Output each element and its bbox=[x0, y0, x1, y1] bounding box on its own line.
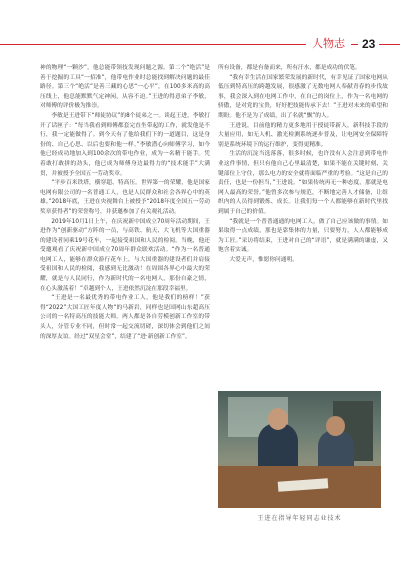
article-photo bbox=[218, 391, 381, 508]
page-number: 23 bbox=[358, 35, 379, 53]
photo-head-left bbox=[268, 408, 288, 430]
left-column bbox=[40, 64, 210, 548]
paragraph: 2019年10月1日上午，在庆祝新中国成立70周年活动期间，王进作为“创新驱动”方阵的一员，与高铁、航天、大飞机等大国重器的建设者同乘19号花车，一起接受祖国和人民的检阅。当晚，他还受邀观看了庆祝新中国成立70周年群众联欢活动。“作为一名普通电网工人，能够在群众游行花车上，与大国重器的建设者们并肩接受祖国和人民的检阅，我感到无比激动！在周围各界心中最大的荣耀，就是与人民同行，作为新时代的一名电网人，那份自豪之情，在心头激荡着！”卓越到个人，王进依然沉淀在那段幸福里。 bbox=[40, 218, 210, 292]
right-column bbox=[218, 64, 388, 364]
paragraph: 大爱无声，惟愿你问通明。 bbox=[229, 256, 298, 263]
page-header bbox=[0, 0, 400, 70]
paragraph: 生活的沉淀当选落落，很多时候，也许没有人会注意到带电作业这件事情，但只有他自己心里最清楚，如果不能在关键时刻、关键部位上守住，那么电力的安全就将面临严重的考验。“这是自己的责任，也是一份担当，”王进说。“如果传统再无一种态度，那就是电网人最高的荣誉。”他曾多次参与规范，不断地完善人才储备，让组织内的人员得到锻炼、成长。让我们每一个人都能够在新时代里找到属于自己的价值。 bbox=[218, 151, 388, 215]
paragraph: 所有设备，都是有备而来，所有汗水，都是成功的伏笔。 bbox=[218, 65, 361, 71]
paragraph: 神的物理“一颗沙”，他总能带领技发现问题之源。第二个“绝活”是善于挖掘的工具“一招准”，他带电作业时总能找到解决问题的最佳路径。第三个“绝活”是善三藏的心思“一心平”，在100多米高的高压线上，他总能默默气定神闲，从容不迫。”王进的得意弟子李敏，对师傅的评价极为推崇。 bbox=[40, 65, 210, 110]
section-title: 人物志 bbox=[306, 35, 351, 53]
paragraph: “平步百米铁塔，横穿超、特高压。世界第一的荣耀，他是国家电网有限公司的一名普通工人，也是人民群众和社会各界心中的英雄。”2018年底，王进在央视舞台上被授予“2018年度全国五一劳动奖章获得者”的荣誉称号，并获邀参加了有关观礼活动。 bbox=[40, 180, 210, 215]
photo-head-right bbox=[326, 416, 345, 436]
paragraph: “我就是一个普普通通的电网工人，做了自己应该做的事情。如果取得一点成绩，那也是靠集体的力量，只要努力，人人都能够成为工匠。”采访将结束，王进对自己的“评语”，就是满满的谦虚，又饱含着实诚。 bbox=[218, 218, 388, 254]
photo-caption: 王进在指导年轻同志业技术 bbox=[257, 515, 342, 522]
paragraph: “我有幸生活在国家繁荣发展的新时代，有幸见证了国家电网从低压到特高压的跨越发展，很感激了无数电网人奉献青春的步伐故事，我会深入到在电网工作中，在自己的岗位上，作为一名电网的骄傲，是对党的宝贵，好好把技能传承下去！”王进对未来的希望和期盼。他不是为了成绩，出了名就“飘”的人。 bbox=[218, 74, 388, 119]
paragraph: 李敏是王进带下“师徒协议”的8个徒弟之一。谈起王进，李敏打开了话匣子：“每当我看到师傅都套完直坐带起的工作，就发他是不行，我一定能做得了。到今天有了他给我们下的一道题目，这是身份的、自己心思、以后也要和他一样。”李敏潜心向师傅学习，如今他已经成功地加入到100余次的带电作业，成为一名精干能手。凭着敢打敢拼的劲头，他已成为师傅身边最得力的“技术能手”大满贯，并被授予全国五一劳动奖章。 bbox=[40, 112, 210, 177]
paragraph: “王进是一名最优秀的带电作业工人，他是我们的榜样！”获得“2022”大国工匠年度人物“的马新岩，同样也是国网山东超高压公司的一名特高压的技能大师。两人都是各自劳模创新工作室的带头人，分管专业不同，但时常一起交流切磋，深切体会到他们之间的深厚友谊。经过“双星会堂”，结建了“进·新创新工作室”。 bbox=[40, 295, 210, 340]
paragraph: 王进说，目前他的精力更多地用于授徒带新人，新科技手段的大量应用，如无人机、激光检测系统逐步普及，让电网安全保障特别是系统环境下的运行维护，变得更精准。 bbox=[218, 122, 388, 148]
